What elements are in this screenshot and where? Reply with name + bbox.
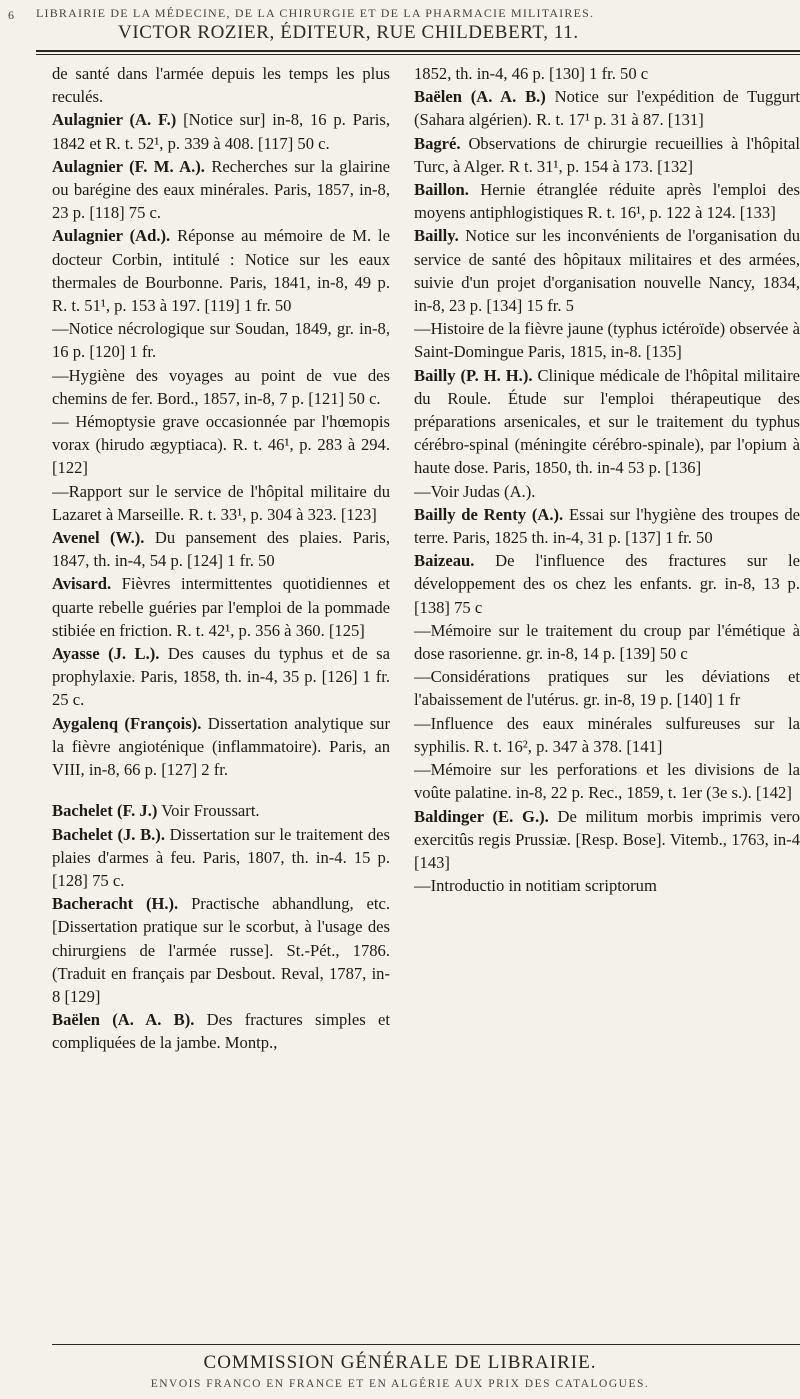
entry-text: Dissertation sur le traitement des plaies d'armes à feu. Paris, 1807, th. in-4. 15 p. [128] 75 c. [52, 824, 390, 890]
catalog-entry [52, 526, 390, 572]
footer-title: COMMISSION GÉNÉRALE DE LIBRAIRIE. [203, 1352, 597, 1373]
entry-text: —Notice nécrologique sur Soudan, 1849, gr. in-8, 16 p. [120] 1 fr. [52, 319, 390, 362]
entry-text: —Mémoire sur le traitement du croup par l'émétique à dose rasorienne. gr. in-8, 14 p. [139] 50 c [414, 620, 800, 664]
running-header-publisher-series: LIBRAIRIE DE LA MÉDECINE, DE LA CHIRURGIE ET DE LA PHARMACIE MILITAIRES. [36, 6, 595, 20]
entry-text: —Hygiène des voyages au point de vue des chemins de fer. Bord., 1857, in-8, 7 p. [121] 50 c. [52, 365, 390, 408]
entry-author: Bachelet (F. J.) [52, 801, 158, 821]
entry-author: Bachelet (J. B.). [52, 824, 165, 844]
entry-author: Avenel (W.). [52, 528, 145, 548]
catalog-entry [414, 132, 800, 178]
entry-text: —Introductio in notitiam scriptorum [414, 876, 657, 896]
catalog-sub-entry [414, 317, 800, 363]
entry-author: Bailly (P. H. H.). [414, 365, 533, 385]
entry-text: Fièvres intermittentes quotidiennes et quarte rebelle guéries par l'emploi de la pommade stibiée en friction. R. t. 42¹, p. 356 à 360. [125] [52, 574, 390, 640]
entry-author: Baëlen (A. A. B.) [414, 87, 546, 107]
entry-author: Bailly. [414, 226, 459, 246]
entry-author: Baëlen (A. A. B). [52, 1010, 195, 1030]
entry-author: Aulagnier (A. F.) [52, 110, 177, 130]
entry-text: Du pansement des plaies. Paris, 1847, th. in-4, 54 p. [124] 1 fr. 50 [52, 528, 390, 571]
footer-subtitle: ENVOIS FRANCO EN FRANCE ET EN ALGÉRIE AUX PRIX DES CATALOGUES. [150, 1378, 650, 1390]
header-rule [36, 50, 800, 52]
entry-author: Aulagnier (F. M. A.). [52, 156, 205, 176]
entry-text: Recherches sur la glairine ou barégine des eaux minérales. Paris, 1857, in-8, 23 p. [118] 75 c. [52, 156, 390, 223]
entry-text: —Influence des eaux minérales sulfureuses sur la syphilis. R. t. 16², p. 347 à 378. [141] [414, 713, 800, 756]
catalog-entry [52, 823, 390, 893]
entry-text: De militum morbis imprimis vero exercitûs regis Prussiæ. [Resp. Bose]. Vitemb., 1763, in-4 [143] [414, 806, 800, 872]
entry-text: [Notice sur] in-8, 16 p. Paris, 1842 et R. t. 52¹, p. 339 à 408. [117] 50 c. [52, 110, 390, 153]
running-header-publisher-address: VICTOR ROZIER, ÉDITEUR, RUE CHILDEBERT, 11. [118, 22, 579, 43]
entry-author: Baizeau. [414, 551, 475, 571]
entry-text: —Histoire de la fièvre jaune (typhus ictéroïde) observée à Saint-Domingue Paris, 1815, in-8. [135] [414, 319, 800, 362]
entry-text: Practische abhandlung, etc. [Dissertation pratique sur le scorbut, à l'usage des chirurgiens de l'armée russe]. St.-Pét., 1786. (Traduit en français par Desbout. Reval, 1787, in-8 [129] [52, 894, 390, 1006]
left-column [52, 62, 390, 1372]
footer-rule [52, 1344, 800, 1345]
catalog-entry-continuation [52, 62, 390, 108]
entry-author: Bailly de Renty (A.). [414, 504, 564, 524]
entry-text: Voir Froussart. [157, 801, 260, 821]
catalog-entry [52, 572, 390, 642]
catalog-entry [414, 364, 800, 480]
catalog-entry [52, 712, 390, 782]
entry-text: —Voir Judas (A.). [414, 481, 536, 501]
catalog-entry [414, 549, 800, 619]
entry-author: Aygalenq (François). [52, 713, 202, 733]
catalog-entry [414, 224, 800, 317]
entry-author: Aulagnier (Ad.). [52, 226, 171, 246]
catalog-sub-entry [52, 364, 390, 410]
catalog-sub-entry [414, 480, 800, 503]
catalog-entry-continuation [414, 62, 800, 85]
catalog-entry [414, 85, 800, 131]
entry-text: de santé dans l'armée depuis les temps les plus reculés. [52, 64, 390, 107]
catalog-entry [52, 155, 390, 225]
catalog-entry [414, 178, 800, 224]
entry-text: Dissertation analytique sur la fièvre angioténique (inflammatoire). Paris, an VIII, in-8, 66 p. [127] 2 fr. [52, 713, 390, 780]
entry-text: Notice sur les inconvénients de l'organisation du service de santé des hôpitaux militaires et des armées, suivie d'un projet d'organisation nouvelle Nancy, 1834, in-8, 23 p. [134] 15 fr. 5 [414, 226, 800, 316]
catalog-sub-entry [52, 480, 390, 526]
entry-text: Clinique médicale de l'hôpital militaire du Roule. Étude sur l'emploi thérapeutique des préparations arsenicales, et sur le traitement du typhus cérébro-spinal (méningite cérébro-spinale), par l'opium à haute dose. Paris, 1850, th. in-4 53 p. [136] [414, 365, 800, 478]
entry-text: — Hémoptysie grave occasionnée par l'hœmopis vorax (hirudo ægyptiaca). R. t. 46¹, p. 283 à 294. [122] [52, 412, 390, 478]
catalog-sub-entry [52, 317, 390, 363]
header-rule-thin [36, 54, 800, 55]
catalog-sub-entry [414, 619, 800, 665]
entry-text: —Rapport sur le service de l'hôpital militaire du Lazaret à Marseille. R. t. 33¹, p. 304 à 323. [123] [52, 481, 390, 524]
right-column [414, 62, 800, 1372]
entry-author: Ayasse (J. L.). [52, 644, 160, 664]
entry-author: Baldinger (E. G.). [414, 806, 549, 826]
entry-text: —Mémoire sur les perforations et les divisions de la voûte palatine. in-8, 22 p. Rec., 1859, t. 1er (3e s.). [142] [414, 760, 800, 803]
entry-author: Bagré. [414, 133, 461, 153]
catalog-sub-entry [414, 874, 800, 897]
entry-text: Des fractures simples et compliquées de la jambe. Montp., [52, 1010, 390, 1053]
catalog-entry [414, 805, 800, 875]
entry-text: 1852, th. in-4, 46 p. [130] 1 fr. 50 c [414, 64, 649, 83]
catalog-entry [52, 108, 390, 154]
entry-author: Avisard. [52, 574, 112, 594]
entry-text: Des causes du typhus et de sa prophylaxie. Paris, 1858, th. in-4, 35 p. [126] 1 fr. 25 c. [52, 644, 390, 710]
section-gap [52, 781, 390, 799]
entry-text: Hernie étranglée réduite après l'emploi des moyens antiphlogistiques R. t. 16¹, p. 122 à 124. [133] [414, 180, 800, 223]
entry-text: Observations de chirurgie recueillies à l'hôpital Turc, à Alger. R t. 31¹, p. 154 à 173. [132] [414, 133, 800, 176]
catalog-entry [414, 503, 800, 549]
page-number: 6 [8, 8, 14, 22]
entry-text: Notice sur l'expédition de Tuggurt (Sahara algérien). R. t. 17¹ p. 31 à 87. [131] [414, 87, 800, 130]
catalog-sub-entry [414, 665, 800, 711]
entry-text: Essai sur l'hygiène des troupes de terre. Paris, 1825 th. in-4, 31 p. [137] 1 fr. 50 [414, 504, 800, 548]
catalog-sub-entry [52, 410, 390, 480]
entry-text: De l'influence des fractures sur le développement des os chez les enfants. gr. in-8, 13 p. [138] 75 c [414, 551, 800, 617]
catalog-sub-entry [414, 712, 800, 758]
catalog-sub-entry [414, 758, 800, 804]
entry-author: Bacheracht (H.). [52, 894, 179, 914]
catalog-entry [52, 1008, 390, 1054]
catalog-entry [52, 799, 390, 822]
catalog-entry [52, 224, 390, 317]
entry-text: Réponse au mémoire de M. le docteur Corbin, intitulé : Notice sur les eaux thermales de Bourbonne. Paris, 1841, in-8, 49 p. R. t. 51¹, p. 153 à 197. [119] 1 fr. 50 [52, 226, 390, 316]
entry-text: —Considérations pratiques sur les déviations et l'abaissement de l'utérus. gr. in-8, 19 p. [140] 1 fr [414, 667, 800, 710]
catalog-entry [52, 892, 390, 1008]
entry-author: Baillon. [414, 180, 469, 200]
catalog-entry [52, 642, 390, 712]
